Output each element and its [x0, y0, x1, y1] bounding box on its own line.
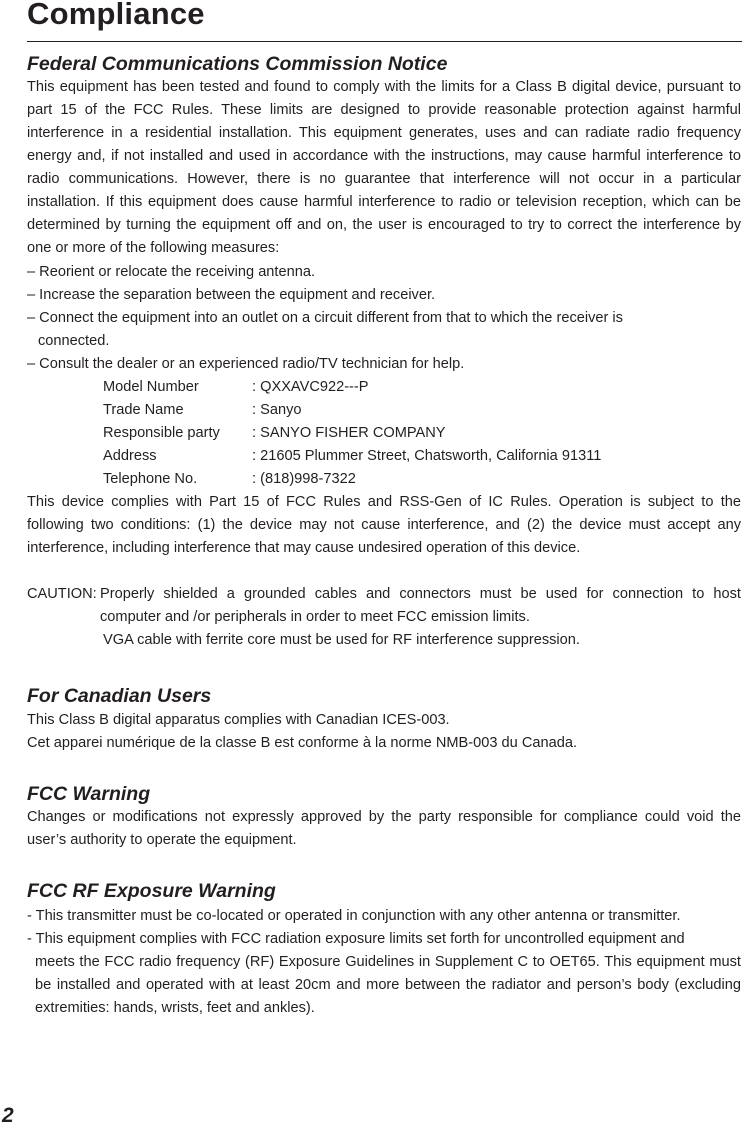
measure-item-continued: connected.	[38, 333, 110, 349]
measure-item: – Increase the separation between the equipment and receiver.	[27, 287, 436, 303]
info-label: Address	[103, 448, 157, 464]
info-label: Model Number	[103, 379, 199, 395]
rf-exposure-item: - This transmitter must be co-located or operated in conjunction with any other antenna or transmitter.	[27, 908, 681, 924]
canadian-statement-fr: Cet apparei numérique de la classe B est conforme à la norme NMB-003 du Canada.	[27, 735, 577, 751]
measure-item: – Reorient or relocate the receiving antenna.	[27, 264, 315, 280]
info-value: : (818)998-7322	[252, 471, 356, 487]
caution-ferrite-note: VGA cable with ferrite core must be used for RF interference suppression.	[103, 632, 580, 648]
rf-exposure-item-continued: meets the FCC radio frequency (RF) Exposure Guidelines in Supplement C to OET65. This equipment must be installed and operated with at least 20cm and more between the radiator and person’s body (excluding extremities: hands, wrists, feet and ankles).	[35, 954, 741, 1016]
caution-label: CAUTION:	[27, 586, 97, 602]
info-label: Trade Name	[103, 402, 184, 418]
info-value: : Sanyo	[252, 402, 302, 418]
info-value: : SANYO FISHER COMPANY	[252, 425, 446, 441]
info-label: Responsible party	[103, 425, 220, 441]
page-number: 2	[2, 1104, 14, 1127]
rf-exposure-heading: FCC RF Exposure Warning	[27, 880, 276, 902]
operation-conditions: This device complies with Part 15 of FCC Rules and RSS-Gen of IC Rules. Operation is subject to the following two conditions: (1) the device may not cause interference, and (2) the device must accept any interference, including interference that may cause undesired operation of this device.	[27, 494, 741, 556]
measure-item: – Consult the dealer or an experienced radio/TV technician for help.	[27, 356, 465, 372]
fcc-warning-text: Changes or modifications not expressly approved by the party responsible for compliance could void the user’s authority to operate the equipment.	[27, 809, 741, 848]
page-title: Compliance	[27, 0, 205, 31]
fcc-notice-intro: This equipment has been tested and found to comply with the limits for a Class B digital device, pursuant to part 15 of the FCC Rules. These limits are designed to provide reasonable protection against harmful interference in a residential installation. This equipment generates, uses and can radiate radio frequency energy and, if not installed and used in accordance with the instructions, may cause harmful interference to radio communications. However, there is no guarantee that interference will not occur in a particular installation. If this equipment does cause harmful interference to radio or television reception, which can be determined by turning the equipment off and on, the user is encouraged to try to correct the interference by one or more of the following measures:	[27, 79, 741, 256]
info-label: Telephone No.	[103, 471, 198, 487]
fcc-notice-heading: Federal Communications Commission Notice	[27, 53, 448, 75]
rf-exposure-item: - This equipment complies with FCC radiation exposure limits set forth for uncontrolled equipment and	[27, 931, 685, 947]
caution-text: computer and /or peripherals in order to meet FCC emission limits.	[100, 609, 530, 625]
measure-item: – Connect the equipment into an outlet on a circuit different from that to which the receiver is	[27, 310, 623, 326]
info-value: : 21605 Plummer Street, Chatsworth, California 91311	[252, 448, 602, 464]
caution-text: Properly shielded a grounded cables and connectors must be used for connection to host	[100, 586, 741, 602]
title-divider	[27, 41, 742, 42]
canadian-statement-en: This Class B digital apparatus complies with Canadian ICES-003.	[27, 712, 450, 728]
canadian-users-heading: For Canadian Users	[27, 685, 212, 707]
fcc-warning-heading: FCC Warning	[27, 783, 151, 805]
info-value: : QXXAVC922---P	[252, 379, 369, 395]
